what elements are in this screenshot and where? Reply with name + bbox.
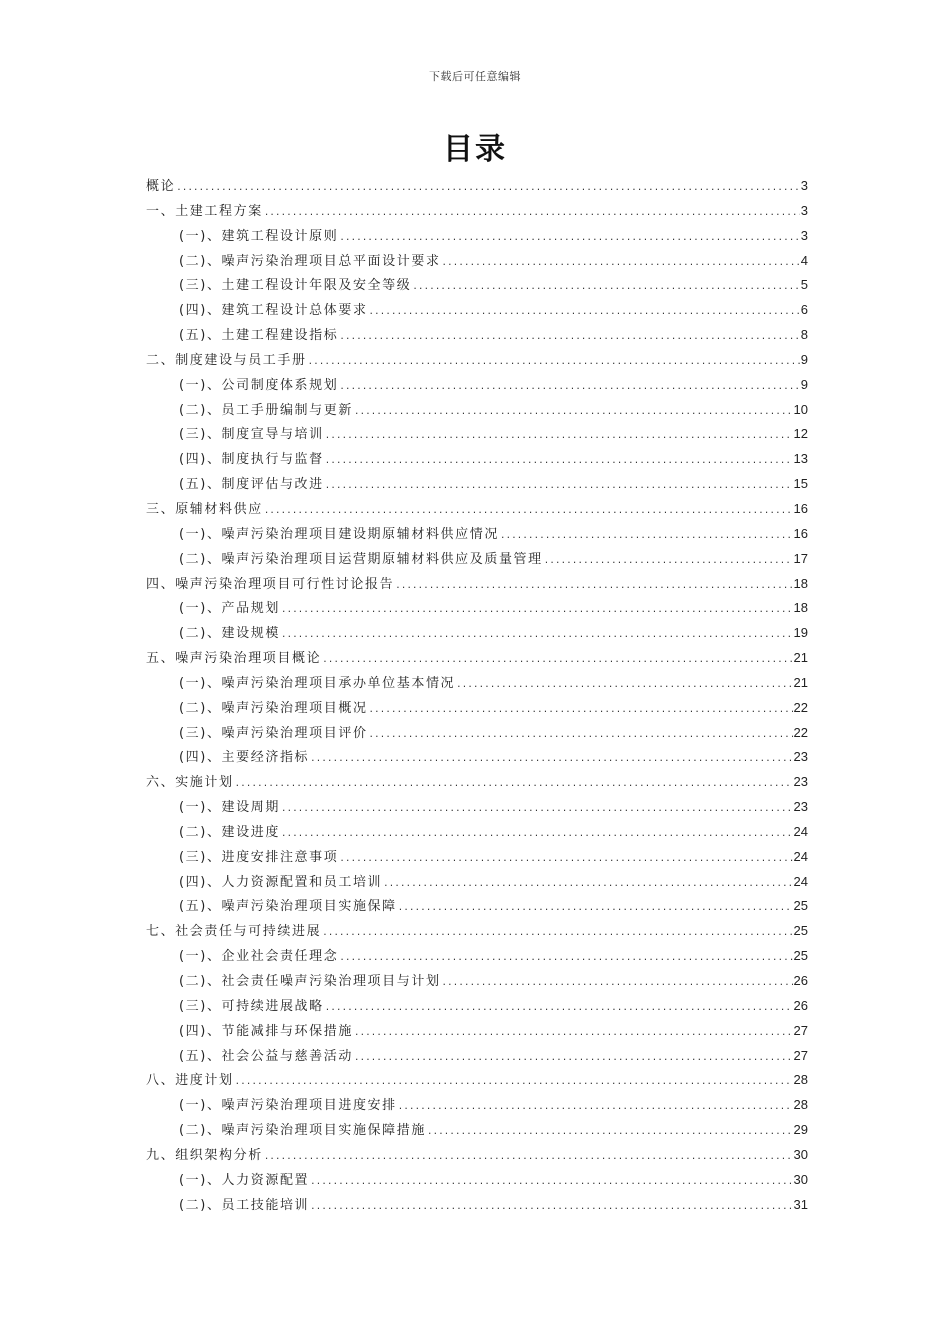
toc-page-number: 26	[793, 973, 808, 988]
toc-page-number: 28	[793, 1072, 808, 1088]
toc-page-number: 17	[793, 550, 808, 566]
toc-section-entry[interactable]	[146, 1168, 808, 1193]
toc-page-number: 19	[793, 625, 808, 641]
toc-entry-title: (二)、建设进度	[179, 824, 280, 840]
toc-section-entry[interactable]	[146, 472, 808, 497]
toc-page-number: 4	[800, 252, 808, 268]
toc-dot-leader	[442, 251, 800, 276]
toc-section-entry[interactable]	[146, 1019, 808, 1044]
toc-chapter-entry[interactable]	[146, 919, 808, 944]
page-title: 目录	[443, 132, 507, 167]
toc-entry-title: (一)、企业社会责任理念	[179, 949, 339, 965]
toc-page-number: 3	[800, 202, 808, 218]
toc-section-entry[interactable]	[146, 894, 808, 919]
toc-page-number: 25	[793, 948, 808, 964]
toc-page-number: 23	[793, 749, 808, 765]
toc-page-number: 18	[793, 600, 808, 616]
toc-entry-title: (三)、可持续进展战略	[179, 998, 324, 1014]
toc-dot-leader	[281, 822, 793, 847]
toc-dot-leader	[264, 499, 793, 524]
toc-section-entry[interactable]	[146, 745, 808, 770]
toc-page-number: 23	[793, 774, 808, 790]
toc-entry-title: 概论	[146, 179, 176, 194]
toc-page-number: 18	[793, 575, 808, 591]
toc-page-number: 12	[793, 426, 808, 442]
toc-entry-title: (三)、进度安排注意事项	[179, 849, 339, 865]
toc-entry-title: (五)、土建工程建设指标	[179, 328, 339, 344]
toc-entry-title: (四)、建筑工程设计总体要求	[179, 303, 368, 319]
toc-page-number: 22	[793, 699, 808, 715]
toc-page-number: 23	[793, 799, 808, 815]
toc-page-number: 27	[793, 1047, 808, 1063]
toc-entry-title: (五)、噪声污染治理项目实施保障	[179, 899, 397, 915]
toc-dot-leader	[339, 946, 792, 971]
toc-chapter-entry[interactable]	[146, 1143, 808, 1168]
toc-page-number: 5	[800, 277, 808, 293]
toc-page-number: 16	[793, 525, 808, 541]
toc-dot-leader	[310, 1170, 792, 1195]
toc-section-entry[interactable]	[146, 671, 808, 696]
toc-page-number: 13	[793, 451, 808, 467]
toc-dot-leader	[339, 847, 792, 872]
toc-section-entry[interactable]	[146, 994, 808, 1019]
toc-page-number: 29	[793, 1122, 808, 1138]
toc-dot-leader	[398, 896, 793, 921]
toc-page-number: 21	[793, 674, 808, 690]
toc-entry-title: (一)、噪声污染治理项目承办单位基本情况	[179, 675, 456, 691]
toc-section-entry[interactable]	[146, 447, 808, 472]
toc-section-entry[interactable]	[146, 1093, 808, 1118]
toc-entry-title: 一、土建工程方案	[146, 203, 263, 219]
toc-dot-leader	[322, 921, 792, 946]
toc-section-entry[interactable]	[146, 373, 808, 398]
toc-dot-leader	[308, 350, 800, 375]
toc-dot-leader	[339, 226, 799, 251]
toc-dot-leader	[176, 176, 800, 201]
toc-entry-title: (三)、土建工程设计年限及安全等级	[179, 278, 412, 294]
toc-page-number: 3	[800, 227, 808, 243]
toc-dot-leader	[339, 325, 799, 350]
toc-entry-title: (五)、制度评估与改进	[179, 477, 324, 493]
toc-page-number: 30	[793, 1171, 808, 1187]
toc-chapter-entry[interactable]	[146, 174, 808, 199]
toc-chapter-entry[interactable]	[146, 199, 808, 224]
toc-dot-leader	[354, 1021, 793, 1046]
toc-entry-title: 九、组织架构分析	[146, 1147, 263, 1163]
toc-section-entry[interactable]	[146, 249, 808, 274]
toc-dot-leader	[369, 723, 793, 748]
toc-dot-leader	[281, 623, 793, 648]
toc-dot-leader	[369, 698, 793, 723]
toc-entry-title: (四)、节能减排与环保措施	[179, 1023, 353, 1039]
toc-chapter-entry[interactable]	[146, 572, 808, 597]
toc-page-number: 30	[793, 1146, 808, 1162]
toc-page-number: 24	[793, 823, 808, 839]
toc-dot-leader	[325, 424, 793, 449]
toc-entry-title: 六、实施计划	[146, 775, 234, 791]
toc-page-number: 24	[793, 873, 808, 889]
toc-entry-title: (二)、建设规模	[179, 626, 280, 642]
toc-entry-title: 七、社会责任与可持续进展	[146, 924, 322, 940]
toc-entry-title: (一)、建设周期	[179, 800, 280, 816]
toc-entry-title: (二)、员工技能培训	[179, 1197, 310, 1213]
toc-section-entry[interactable]	[146, 522, 808, 547]
toc-chapter-entry[interactable]	[146, 348, 808, 373]
toc-entry-title: (四)、制度执行与监督	[179, 452, 324, 468]
toc-dot-leader	[339, 375, 799, 400]
toc-section-entry[interactable]	[146, 1044, 808, 1069]
toc-section-entry[interactable]	[146, 596, 808, 621]
toc-page-number: 9	[800, 376, 808, 392]
toc-section-entry[interactable]	[146, 398, 808, 423]
toc-section-entry[interactable]	[146, 323, 808, 348]
toc-entry-title: (二)、噪声污染治理项目总平面设计要求	[179, 253, 441, 269]
toc-dot-leader	[235, 1070, 793, 1095]
toc-section-entry[interactable]	[146, 1193, 808, 1218]
toc-page-number: 6	[800, 302, 808, 318]
toc-section-entry[interactable]	[146, 1118, 808, 1143]
toc-entry-title: (五)、社会公益与慈善活动	[179, 1048, 353, 1064]
toc-dot-leader	[325, 474, 793, 499]
toc-page-number: 27	[793, 1022, 808, 1038]
toc-section-entry[interactable]	[146, 696, 808, 721]
toc-entry-title: 四、噪声污染治理项目可行性讨论报告	[146, 576, 395, 592]
toc-section-entry[interactable]	[146, 944, 808, 969]
toc-dot-leader	[456, 673, 792, 698]
toc-section-entry[interactable]	[146, 969, 808, 994]
toc-section-entry[interactable]	[146, 547, 808, 572]
toc-entry-title: (一)、噪声污染治理项目建设期原辅材料供应情况	[179, 526, 499, 542]
toc-dot-leader	[310, 747, 792, 772]
toc-entry-title: (一)、产品规划	[179, 601, 280, 617]
toc-section-entry[interactable]	[146, 224, 808, 249]
toc-section-entry[interactable]	[146, 621, 808, 646]
toc-page-number: 10	[793, 401, 808, 417]
toc-dot-leader	[354, 1046, 793, 1071]
toc-dot-leader	[322, 648, 792, 673]
toc-entry-title: (二)、员工手册编制与更新	[179, 402, 353, 418]
toc-page-number: 9	[800, 351, 808, 367]
toc-section-entry[interactable]	[146, 795, 808, 820]
toc-entry-title: (一)、人力资源配置	[179, 1172, 310, 1188]
toc-dot-leader	[427, 1120, 793, 1145]
toc-section-entry[interactable]	[146, 870, 808, 895]
toc-entry-title: 二、制度建设与员工手册	[146, 352, 307, 368]
toc-entry-title: (四)、人力资源配置和员工培训	[179, 874, 383, 890]
toc-section-entry[interactable]	[146, 845, 808, 870]
toc-page-number: 25	[793, 923, 808, 939]
toc-entry-title: (二)、社会责任噪声污染治理项目与计划	[179, 974, 441, 989]
toc-entry-title: 五、噪声污染治理项目概论	[146, 651, 322, 667]
toc-page-number: 16	[793, 500, 808, 516]
toc-page-number: 26	[793, 997, 808, 1013]
toc-dot-leader	[369, 300, 800, 325]
toc-dot-leader	[325, 449, 793, 474]
toc-dot-leader	[354, 400, 793, 425]
toc-page-number: 15	[793, 476, 808, 492]
toc-dot-leader	[544, 549, 793, 574]
toc-dot-leader	[235, 772, 793, 797]
toc-dot-leader	[500, 524, 793, 549]
toc-page-number: 3	[800, 178, 808, 193]
toc-page-number: 28	[793, 1097, 808, 1113]
toc-dot-leader	[264, 201, 800, 226]
page-header-note: 下载后可任意编辑	[429, 70, 521, 83]
toc-section-entry[interactable]	[146, 273, 808, 298]
toc-section-entry[interactable]	[146, 820, 808, 845]
toc-dot-leader	[412, 275, 799, 300]
toc-entry-title: (二)、噪声污染治理项目运营期原辅材料供应及质量管理	[179, 551, 543, 567]
toc-page-number: 24	[793, 848, 808, 864]
toc-entry-title: (一)、噪声污染治理项目进度安排	[179, 1098, 397, 1114]
toc-entry-title: (三)、制度宣导与培训	[179, 427, 324, 443]
table-of-contents	[146, 174, 808, 1217]
toc-page-number: 22	[793, 724, 808, 740]
toc-dot-leader	[442, 971, 793, 996]
toc-dot-leader	[325, 996, 793, 1021]
toc-page-number: 25	[793, 898, 808, 914]
toc-chapter-entry[interactable]	[146, 646, 808, 671]
toc-section-entry[interactable]	[146, 298, 808, 323]
toc-entry-title: (一)、建筑工程设计原则	[179, 228, 339, 244]
toc-entry-title: (四)、主要经济指标	[179, 750, 310, 766]
toc-dot-leader	[264, 1145, 793, 1170]
toc-chapter-entry[interactable]	[146, 770, 808, 795]
toc-chapter-entry[interactable]	[146, 497, 808, 522]
toc-dot-leader	[281, 797, 793, 822]
toc-entry-title: 三、原辅材料供应	[146, 501, 263, 517]
toc-dot-leader	[310, 1195, 792, 1220]
toc-entry-title: (二)、噪声污染治理项目概况	[179, 700, 368, 716]
toc-entry-title: 八、进度计划	[146, 1073, 234, 1089]
toc-dot-leader	[383, 872, 792, 897]
toc-page-number: 21	[793, 650, 808, 666]
toc-dot-leader	[395, 574, 792, 599]
toc-section-entry[interactable]	[146, 422, 808, 447]
toc-dot-leader	[281, 598, 793, 623]
toc-section-entry[interactable]	[146, 721, 808, 746]
toc-entry-title: (二)、噪声污染治理项目实施保障措施	[179, 1123, 426, 1139]
toc-page-number: 8	[800, 327, 808, 343]
toc-chapter-entry[interactable]	[146, 1068, 808, 1093]
toc-dot-leader	[398, 1095, 793, 1120]
toc-entry-title: (一)、公司制度体系规划	[179, 377, 339, 393]
toc-page-number: 31	[793, 1196, 808, 1212]
toc-entry-title: (三)、噪声污染治理项目评价	[179, 725, 368, 741]
